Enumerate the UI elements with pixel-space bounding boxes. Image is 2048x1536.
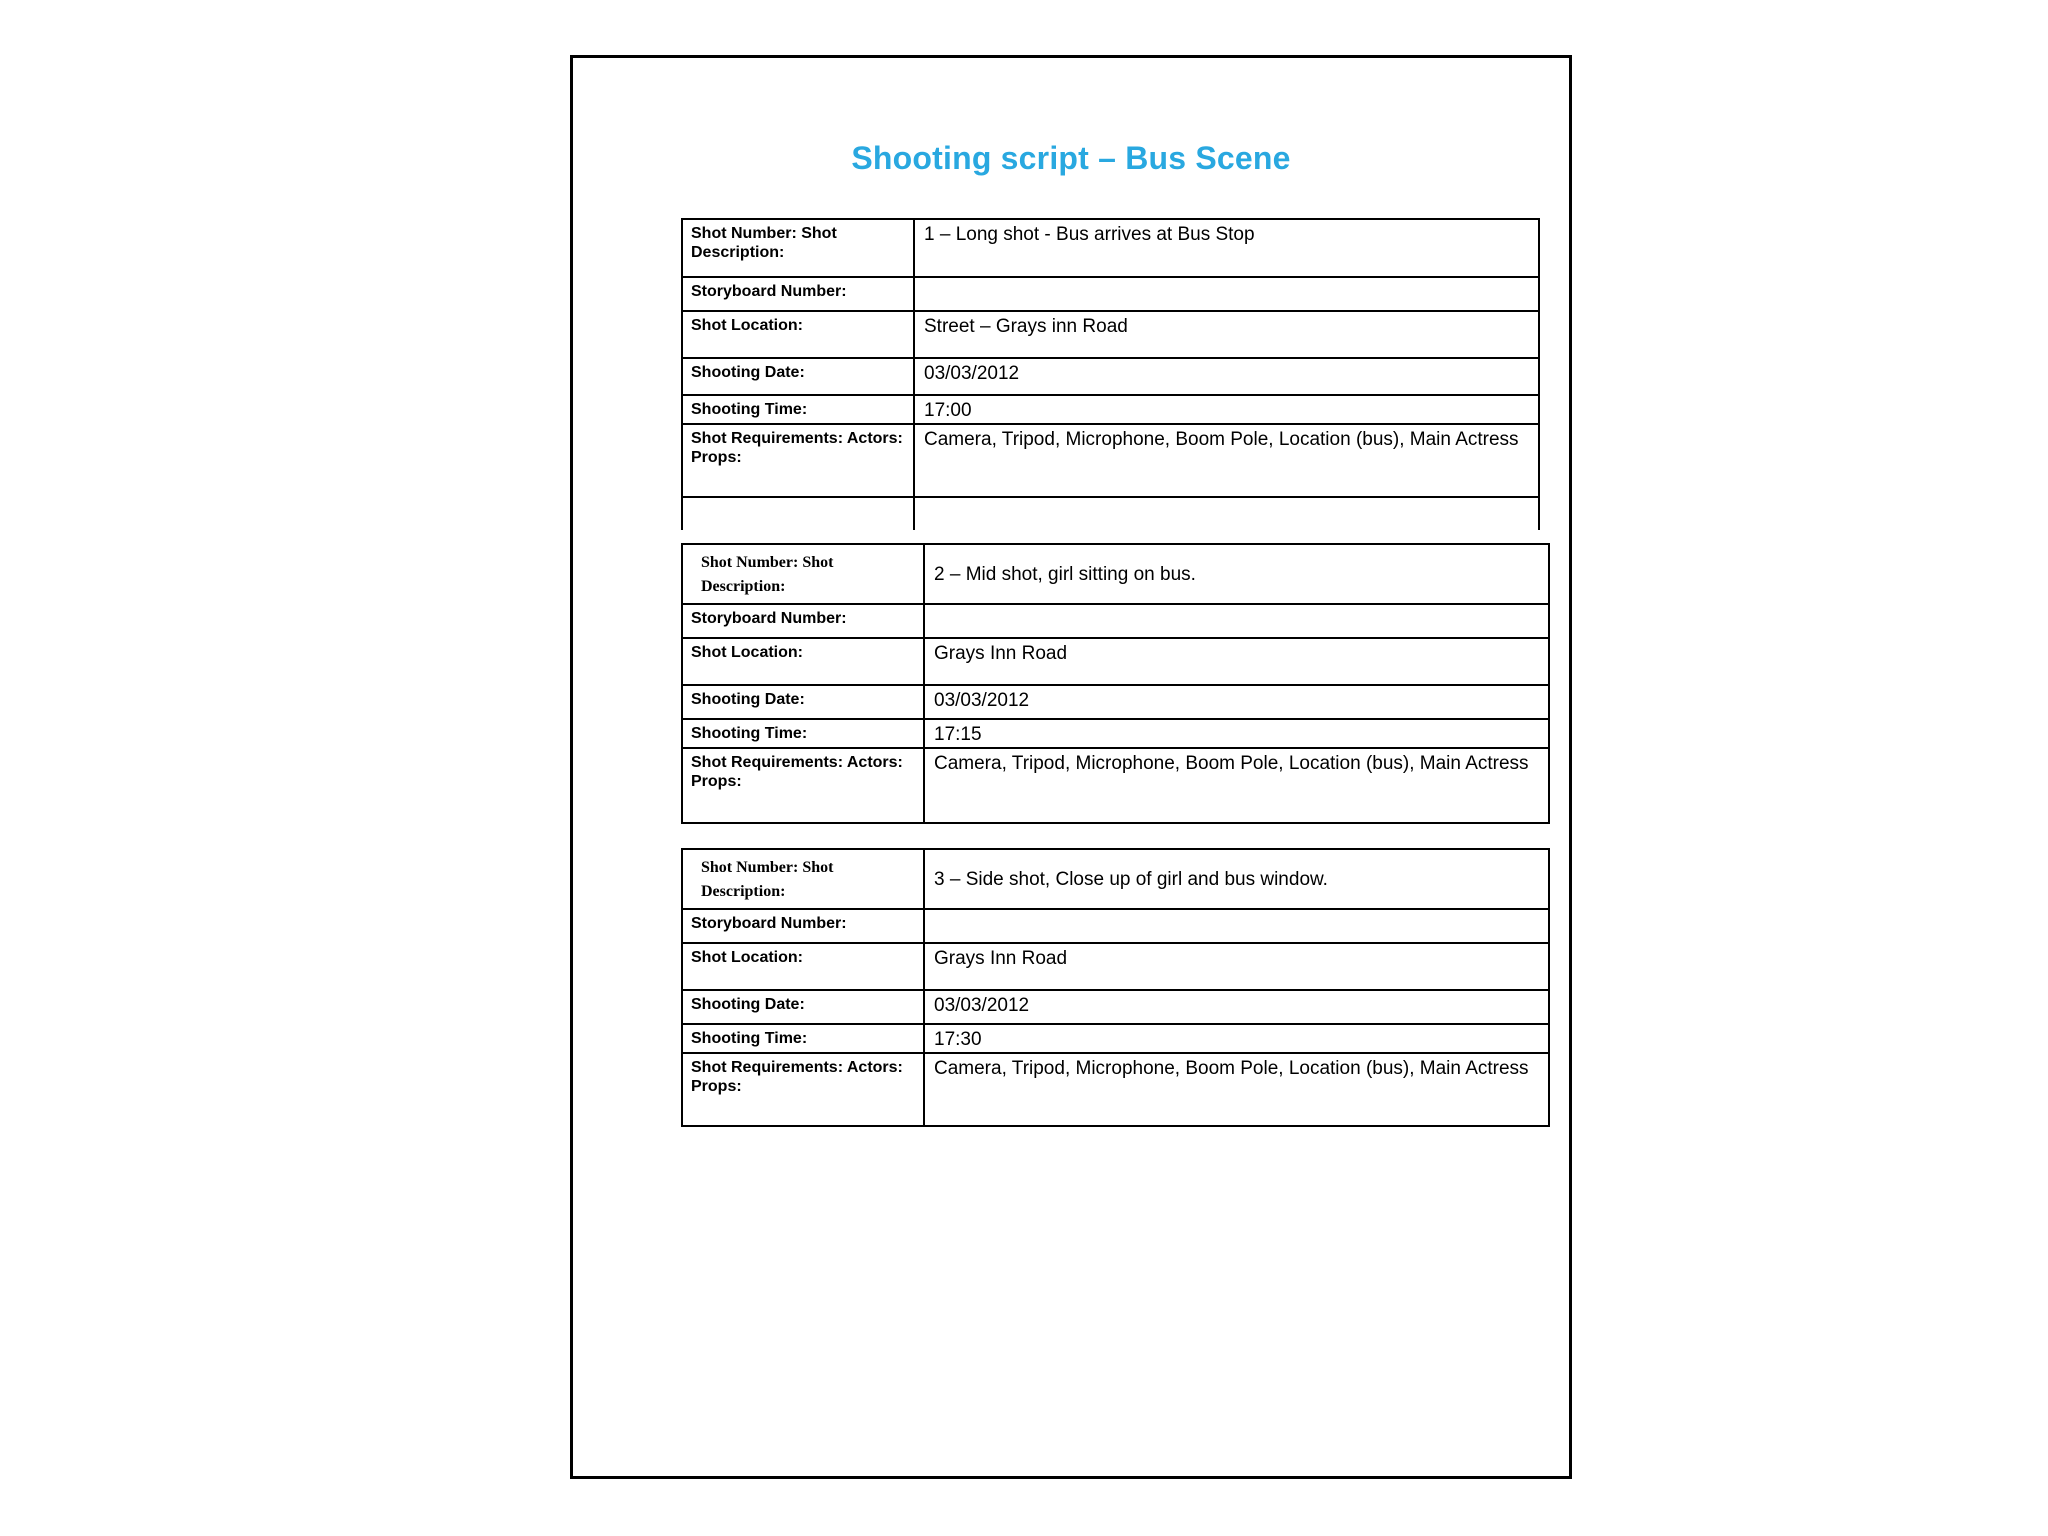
shot-description-value: 1 – Long shot - Bus arrives at Bus Stop <box>914 219 1539 277</box>
table-row <box>682 748 1549 823</box>
table-row <box>682 311 1539 358</box>
shot-description-value: 3 – Side shot, Close up of girl and bus window. <box>924 849 1549 909</box>
requirements-label: Shot Requirements: Actors: Props: <box>682 424 914 497</box>
requirements-value: Camera, Tripod, Microphone, Boom Pole, Location (bus), Main Actress <box>924 1053 1549 1126</box>
shooting-time-label: Shooting Time: <box>682 719 924 748</box>
requirements-label: Shot Requirements: Actors: Props: <box>682 1053 924 1126</box>
shooting-time-value: 17:30 <box>924 1024 1549 1053</box>
table-row <box>682 1024 1549 1053</box>
storyboard-number-value <box>924 604 1549 638</box>
shooting-date-label: Shooting Date: <box>682 685 924 719</box>
shot-location-label: Shot Location: <box>682 311 914 358</box>
table-row <box>682 219 1539 277</box>
shot-number-description-label: Shot Number: Shot Description: <box>682 849 924 909</box>
shooting-date-value: 03/03/2012 <box>924 990 1549 1024</box>
requirements-label: Shot Requirements: Actors: Props: <box>682 748 924 823</box>
page-title: Shooting script – Bus Scene <box>851 140 1291 176</box>
table-row <box>682 990 1549 1024</box>
requirements-value: Camera, Tripod, Microphone, Boom Pole, Location (bus), Main Actress <box>924 748 1549 823</box>
storyboard-number-label: Storyboard Number: <box>682 277 914 311</box>
table-row <box>682 685 1549 719</box>
table-row <box>682 544 1549 604</box>
table-row <box>682 604 1549 638</box>
table-row <box>682 943 1549 990</box>
empty-cell <box>914 497 1539 530</box>
shot-number-description-label: Shot Number: Shot Description: <box>682 544 924 604</box>
table-row <box>682 497 1539 530</box>
shot-table-3 <box>681 848 1550 1127</box>
empty-cell <box>682 497 914 530</box>
storyboard-number-label: Storyboard Number: <box>682 909 924 943</box>
storyboard-number-label: Storyboard Number: <box>682 604 924 638</box>
shot-table-2 <box>681 543 1550 824</box>
table-row <box>682 358 1539 395</box>
shooting-time-label: Shooting Time: <box>682 395 914 424</box>
shooting-date-label: Shooting Date: <box>682 358 914 395</box>
shooting-time-value: 17:00 <box>914 395 1539 424</box>
document-page <box>570 55 1572 1479</box>
shot-description-value: 2 – Mid shot, girl sitting on bus. <box>924 544 1549 604</box>
table-row <box>682 395 1539 424</box>
shot-location-value: Street – Grays inn Road <box>914 311 1539 358</box>
table-row <box>682 424 1539 497</box>
requirements-value: Camera, Tripod, Microphone, Boom Pole, Location (bus), Main Actress <box>914 424 1539 497</box>
table-row <box>682 638 1549 685</box>
table-row <box>682 277 1539 311</box>
table-row <box>682 719 1549 748</box>
shot-location-value: Grays Inn Road <box>924 943 1549 990</box>
shot-location-value: Grays Inn Road <box>924 638 1549 685</box>
table-row <box>682 909 1549 943</box>
shooting-date-value: 03/03/2012 <box>924 685 1549 719</box>
table-row <box>682 1053 1549 1126</box>
shooting-time-value: 17:15 <box>924 719 1549 748</box>
shot-location-label: Shot Location: <box>682 638 924 685</box>
shooting-date-label: Shooting Date: <box>682 990 924 1024</box>
shooting-time-label: Shooting Time: <box>682 1024 924 1053</box>
shot-table-1 <box>681 218 1540 530</box>
storyboard-number-value <box>914 277 1539 311</box>
table-row <box>682 849 1549 909</box>
shot-location-label: Shot Location: <box>682 943 924 990</box>
shooting-date-value: 03/03/2012 <box>914 358 1539 395</box>
shot-number-description-label: Shot Number: Shot Description: <box>682 219 914 277</box>
storyboard-number-value <box>924 909 1549 943</box>
